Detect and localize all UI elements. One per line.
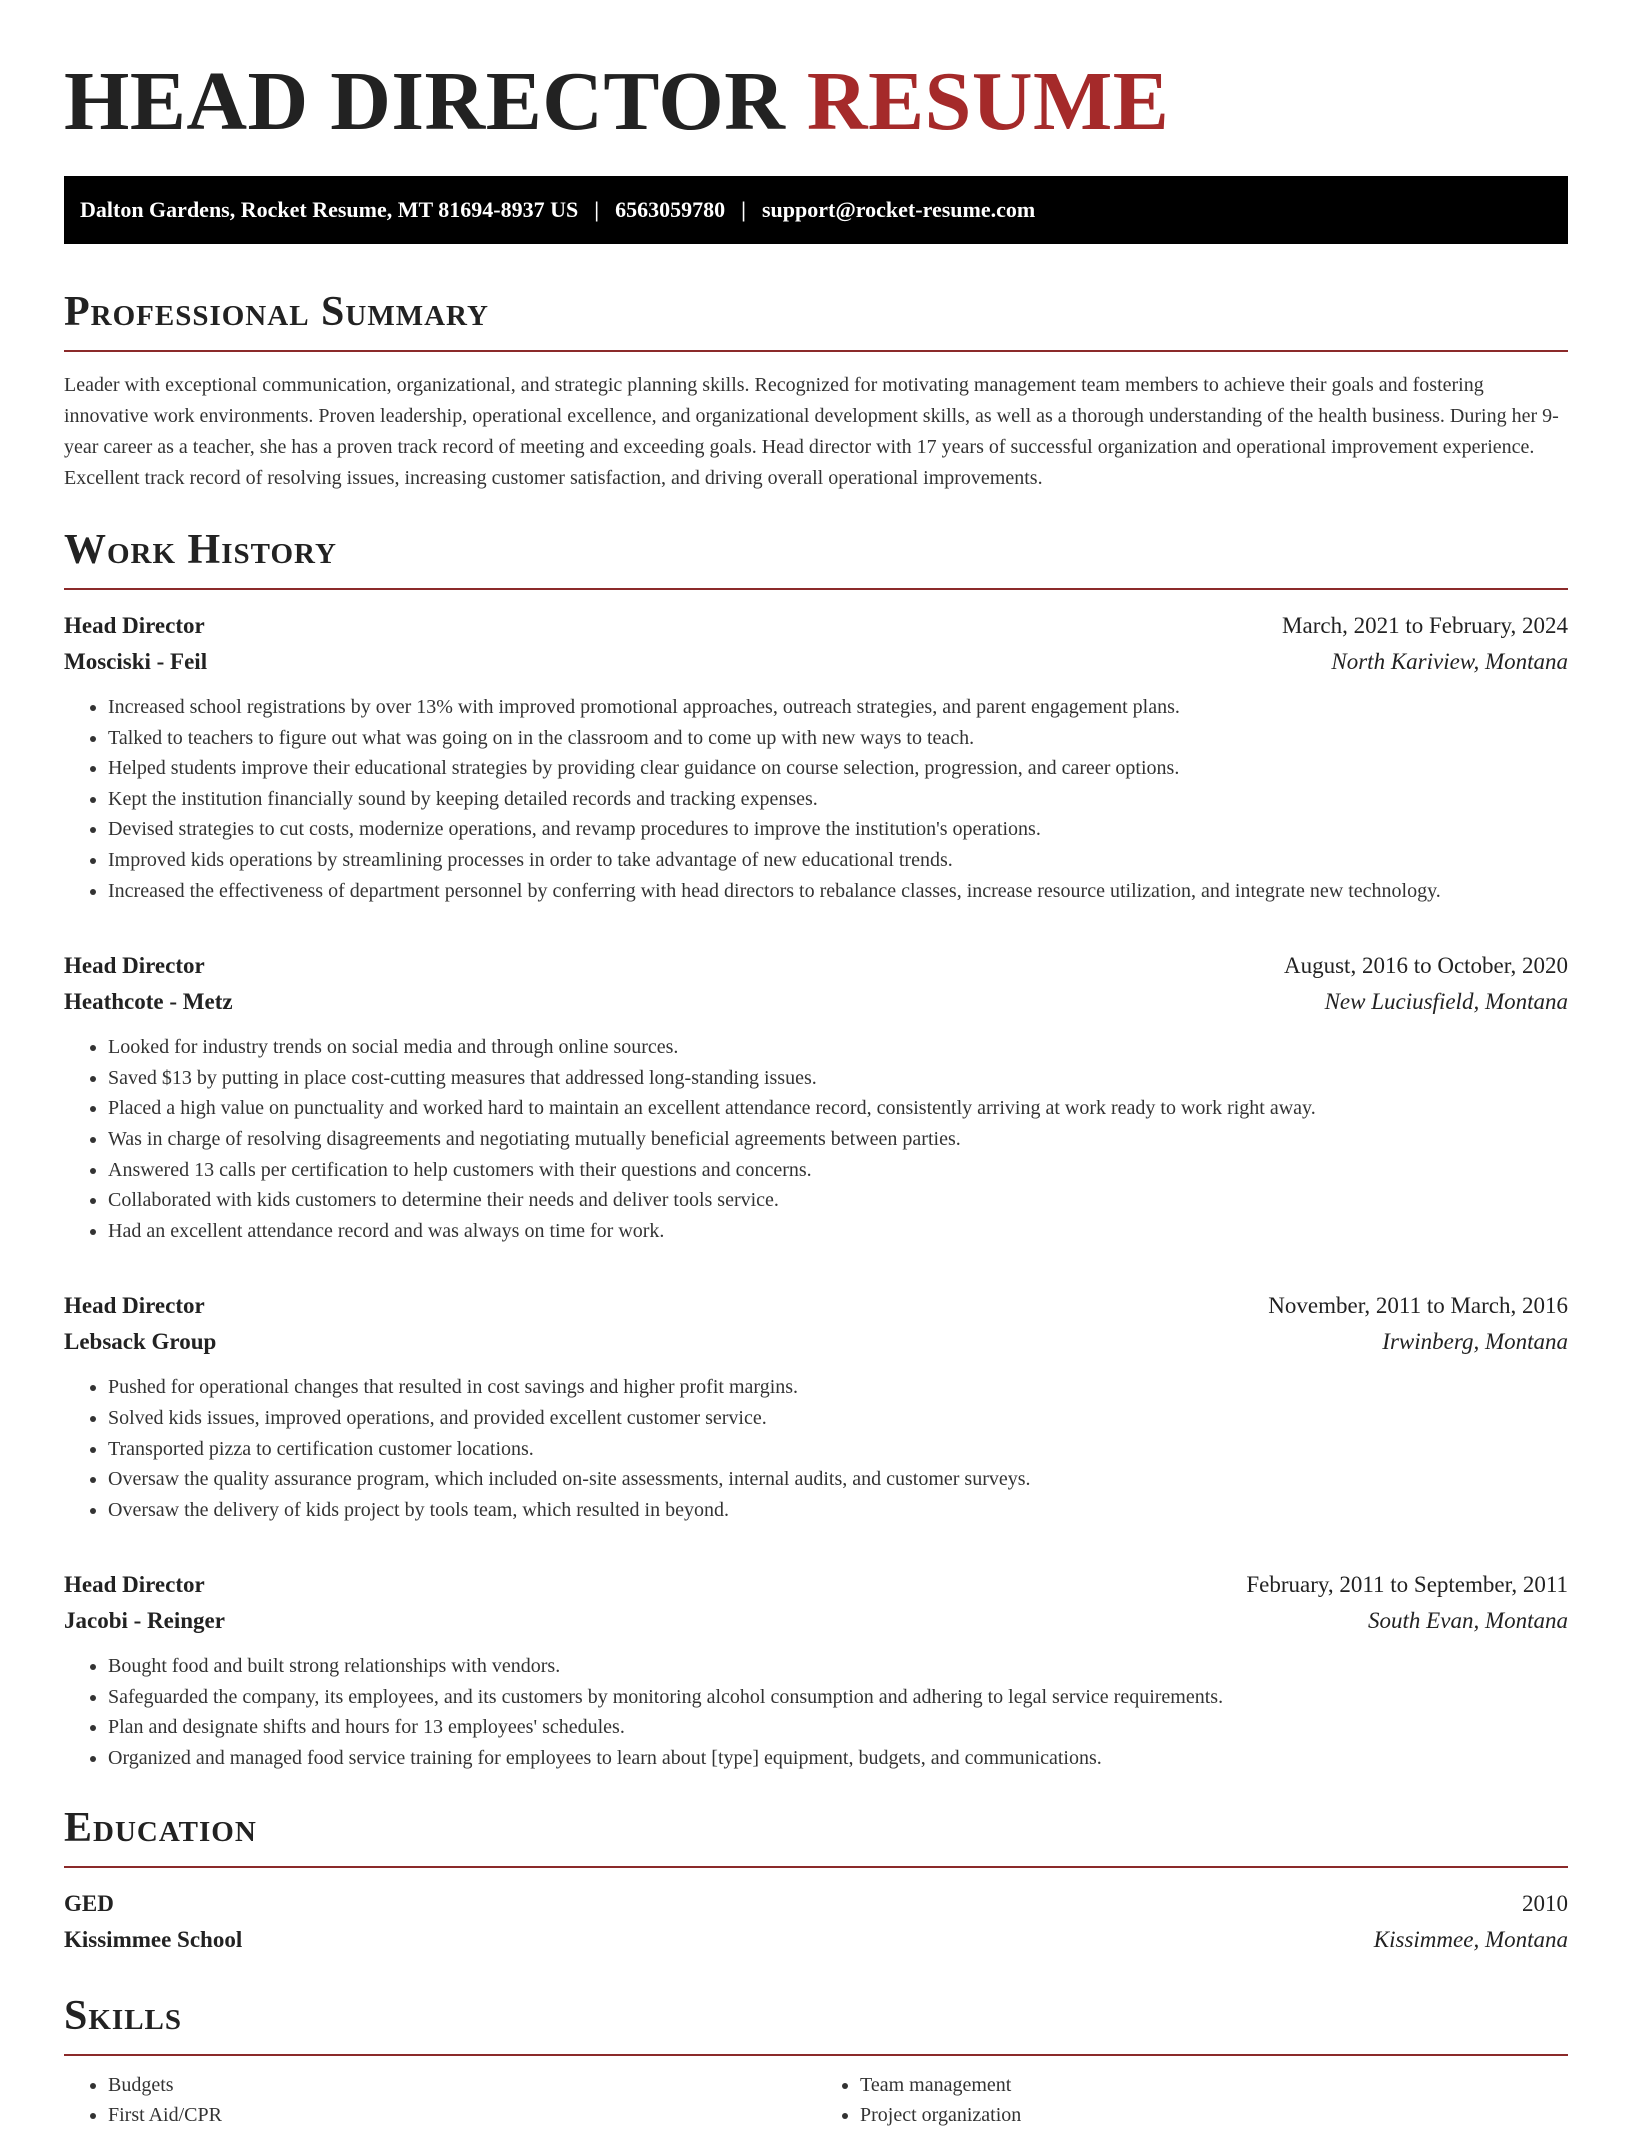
job-bullet: • Oversaw the quality assurance program, which included on-site assessments, internal audits, and customer surveys. bbox=[108, 1464, 1568, 1495]
skills-list-right bbox=[816, 2070, 1568, 2131]
job-title: Head Director bbox=[64, 953, 205, 979]
contact-separator: | bbox=[594, 197, 600, 222]
title-accent: RESUME bbox=[806, 55, 1170, 148]
job-dates: March, 2021 to February, 2024 bbox=[1282, 613, 1568, 638]
job-company-row bbox=[64, 1603, 1568, 1639]
contact-address: Dalton Gardens, Rocket Resume, MT 81694-8937 US bbox=[80, 197, 579, 222]
section-heading-summary: Professional Summary bbox=[64, 289, 489, 335]
job-bullets bbox=[64, 692, 1568, 906]
education-school-row bbox=[64, 1922, 1568, 1958]
skill-item: • First Aid/CPR bbox=[108, 2100, 816, 2131]
job-bullet: • Bought food and built strong relationships with vendors. bbox=[108, 1651, 1568, 1682]
job-bullet: • Increased the effectiveness of department personnel by conferring with head directors to rebalance classes, increase resource utilization, and integrate new technology. bbox=[108, 876, 1568, 907]
job-bullets bbox=[64, 1032, 1568, 1246]
contact-bar bbox=[64, 176, 1568, 244]
job-bullet: • Devised strategies to cut costs, modernize operations, and revamp procedures to improve the institution's operations. bbox=[108, 814, 1568, 845]
skill-item: • Budgets bbox=[108, 2070, 816, 2101]
job-company-row bbox=[64, 644, 1568, 680]
job-title: Head Director bbox=[64, 1572, 205, 1598]
section-heading-education: Education bbox=[64, 1804, 257, 1851]
job-bullets bbox=[64, 1372, 1568, 1525]
job-bullet: • Transported pizza to certification customer locations. bbox=[108, 1434, 1568, 1465]
job-dates: November, 2011 to March, 2016 bbox=[1268, 1293, 1568, 1319]
job-location: Irwinberg, Montana bbox=[1382, 1329, 1568, 1355]
job-location: South Evan, Montana bbox=[1368, 1608, 1568, 1634]
job-bullet: • Answered 13 calls per certification to help customers with their questions and concerns. bbox=[108, 1155, 1568, 1186]
job-company: Jacobi - Reinger bbox=[64, 1608, 225, 1634]
job-dates: August, 2016 to October, 2020 bbox=[1284, 953, 1568, 979]
section-heading-work: Work History bbox=[64, 527, 337, 573]
section-divider bbox=[64, 1866, 1568, 1868]
job-bullet: • Saved $13 by putting in place cost-cutting measures that addressed long-standing issues. bbox=[108, 1063, 1568, 1094]
job-bullet: • Oversaw the delivery of kids project by tools team, which resulted in beyond. bbox=[108, 1495, 1568, 1526]
skill-item: • Team management bbox=[860, 2070, 1568, 2101]
job-bullet: • Had an excellent attendance record and was always on time for work. bbox=[108, 1216, 1568, 1247]
job-bullet: • Increased school registrations by over 13% with improved promotional approaches, outreach strategies, and parent engagement plans. bbox=[108, 692, 1568, 723]
job-title-row bbox=[64, 608, 1568, 644]
job-bullet: • Was in charge of resolving disagreements and negotiating mutually beneficial agreements between parties. bbox=[108, 1124, 1568, 1155]
job-company: Lebsack Group bbox=[64, 1329, 217, 1355]
summary-text: Leader with exceptional communication, organizational, and strategic planning skills. Recognized for motivating management team members to achieve their goals and fostering innovative work environments. Proven leadership, operational excellence, and organizational development skills, as well as a thorough understanding of the health business. During her 9-year career as a teacher, she has a proven track record of meeting and exceeding goals. Head director with 17 years of successful organization and operational improvement experience. Excellent track record of resolving issues, increasing customer satisfaction, and driving overall operational improvements. bbox=[64, 374, 1559, 489]
job-title-row bbox=[64, 1567, 1568, 1603]
job-bullet: • Collaborated with kids customers to determine their needs and deliver tools service. bbox=[108, 1185, 1568, 1216]
resume-title bbox=[64, 52, 1568, 152]
contact-separator: | bbox=[741, 197, 746, 222]
education-year: 2010 bbox=[1522, 1890, 1568, 1916]
job-company: Mosciski - Feil bbox=[64, 649, 208, 674]
education-school: Kissimmee School bbox=[64, 1926, 243, 1952]
education-location: Kissimmee, Montana bbox=[1373, 1926, 1568, 1952]
education-entry bbox=[64, 1886, 1568, 1958]
job-bullet: • Placed a high value on punctuality and worked hard to maintain an excellent attendance record, consistently arriving at work ready to work right away. bbox=[108, 1093, 1568, 1124]
skills-grid bbox=[64, 2070, 1568, 2131]
job-title: Head Director bbox=[64, 613, 205, 638]
skills-list-left bbox=[64, 2070, 816, 2131]
job-bullet: • Safeguarded the company, its employees, and its customers by monitoring alcohol consumption and adhering to legal service requirements. bbox=[108, 1682, 1568, 1713]
professional-summary-section bbox=[64, 286, 1568, 494]
contact-email: support@rocket-resume.com bbox=[761, 197, 1036, 222]
skills-section bbox=[64, 1990, 1568, 2131]
education-degree: GED bbox=[64, 1890, 114, 1916]
education-degree-row bbox=[64, 1886, 1568, 1922]
section-divider bbox=[64, 350, 1568, 352]
section-divider bbox=[64, 2054, 1568, 2056]
title-main: HEAD DIRECTOR bbox=[64, 55, 786, 148]
job-entry bbox=[64, 1567, 1568, 1773]
job-entry bbox=[64, 608, 1568, 906]
job-bullets bbox=[64, 1651, 1568, 1773]
job-entry bbox=[64, 948, 1568, 1246]
job-company: Heathcote - Metz bbox=[64, 989, 233, 1015]
job-location: North Kariview, Montana bbox=[1331, 649, 1568, 674]
contact-phone: 6563059780 bbox=[615, 197, 726, 222]
job-bullet: • Talked to teachers to figure out what was going on in the classroom and to come up with new ways to teach. bbox=[108, 723, 1568, 754]
job-location: New Luciusfield, Montana bbox=[1324, 989, 1568, 1015]
job-title: Head Director bbox=[64, 1293, 205, 1319]
job-title-row bbox=[64, 1288, 1568, 1324]
skill-item: • Project organization bbox=[860, 2100, 1568, 2131]
job-bullet: • Improved kids operations by streamlining processes in order to take advantage of new educational trends. bbox=[108, 845, 1568, 876]
work-history-section bbox=[64, 524, 1568, 1774]
section-divider bbox=[64, 588, 1568, 590]
job-dates: February, 2011 to September, 2011 bbox=[1246, 1572, 1568, 1598]
job-bullet: • Kept the institution financially sound by keeping detailed records and tracking expenses. bbox=[108, 784, 1568, 815]
job-company-row bbox=[64, 984, 1568, 1020]
section-heading-skills: Skills bbox=[64, 1992, 183, 2039]
job-bullet: • Looked for industry trends on social media and through online sources. bbox=[108, 1032, 1568, 1063]
job-company-row bbox=[64, 1324, 1568, 1360]
job-bullet: • Helped students improve their educational strategies by providing clear guidance on course selection, progression, and career options. bbox=[108, 753, 1568, 784]
job-entry bbox=[64, 1288, 1568, 1525]
job-bullet: • Organized and managed food service training for employees to learn about [type] equipment, budgets, and communications. bbox=[108, 1743, 1568, 1774]
job-bullet: • Pushed for operational changes that resulted in cost savings and higher profit margins. bbox=[108, 1372, 1568, 1403]
job-title-row bbox=[64, 948, 1568, 984]
education-section bbox=[64, 1802, 1568, 1958]
job-bullet: • Solved kids issues, improved operations, and provided excellent customer service. bbox=[108, 1403, 1568, 1434]
job-bullet: • Plan and designate shifts and hours for 13 employees' schedules. bbox=[108, 1712, 1568, 1743]
